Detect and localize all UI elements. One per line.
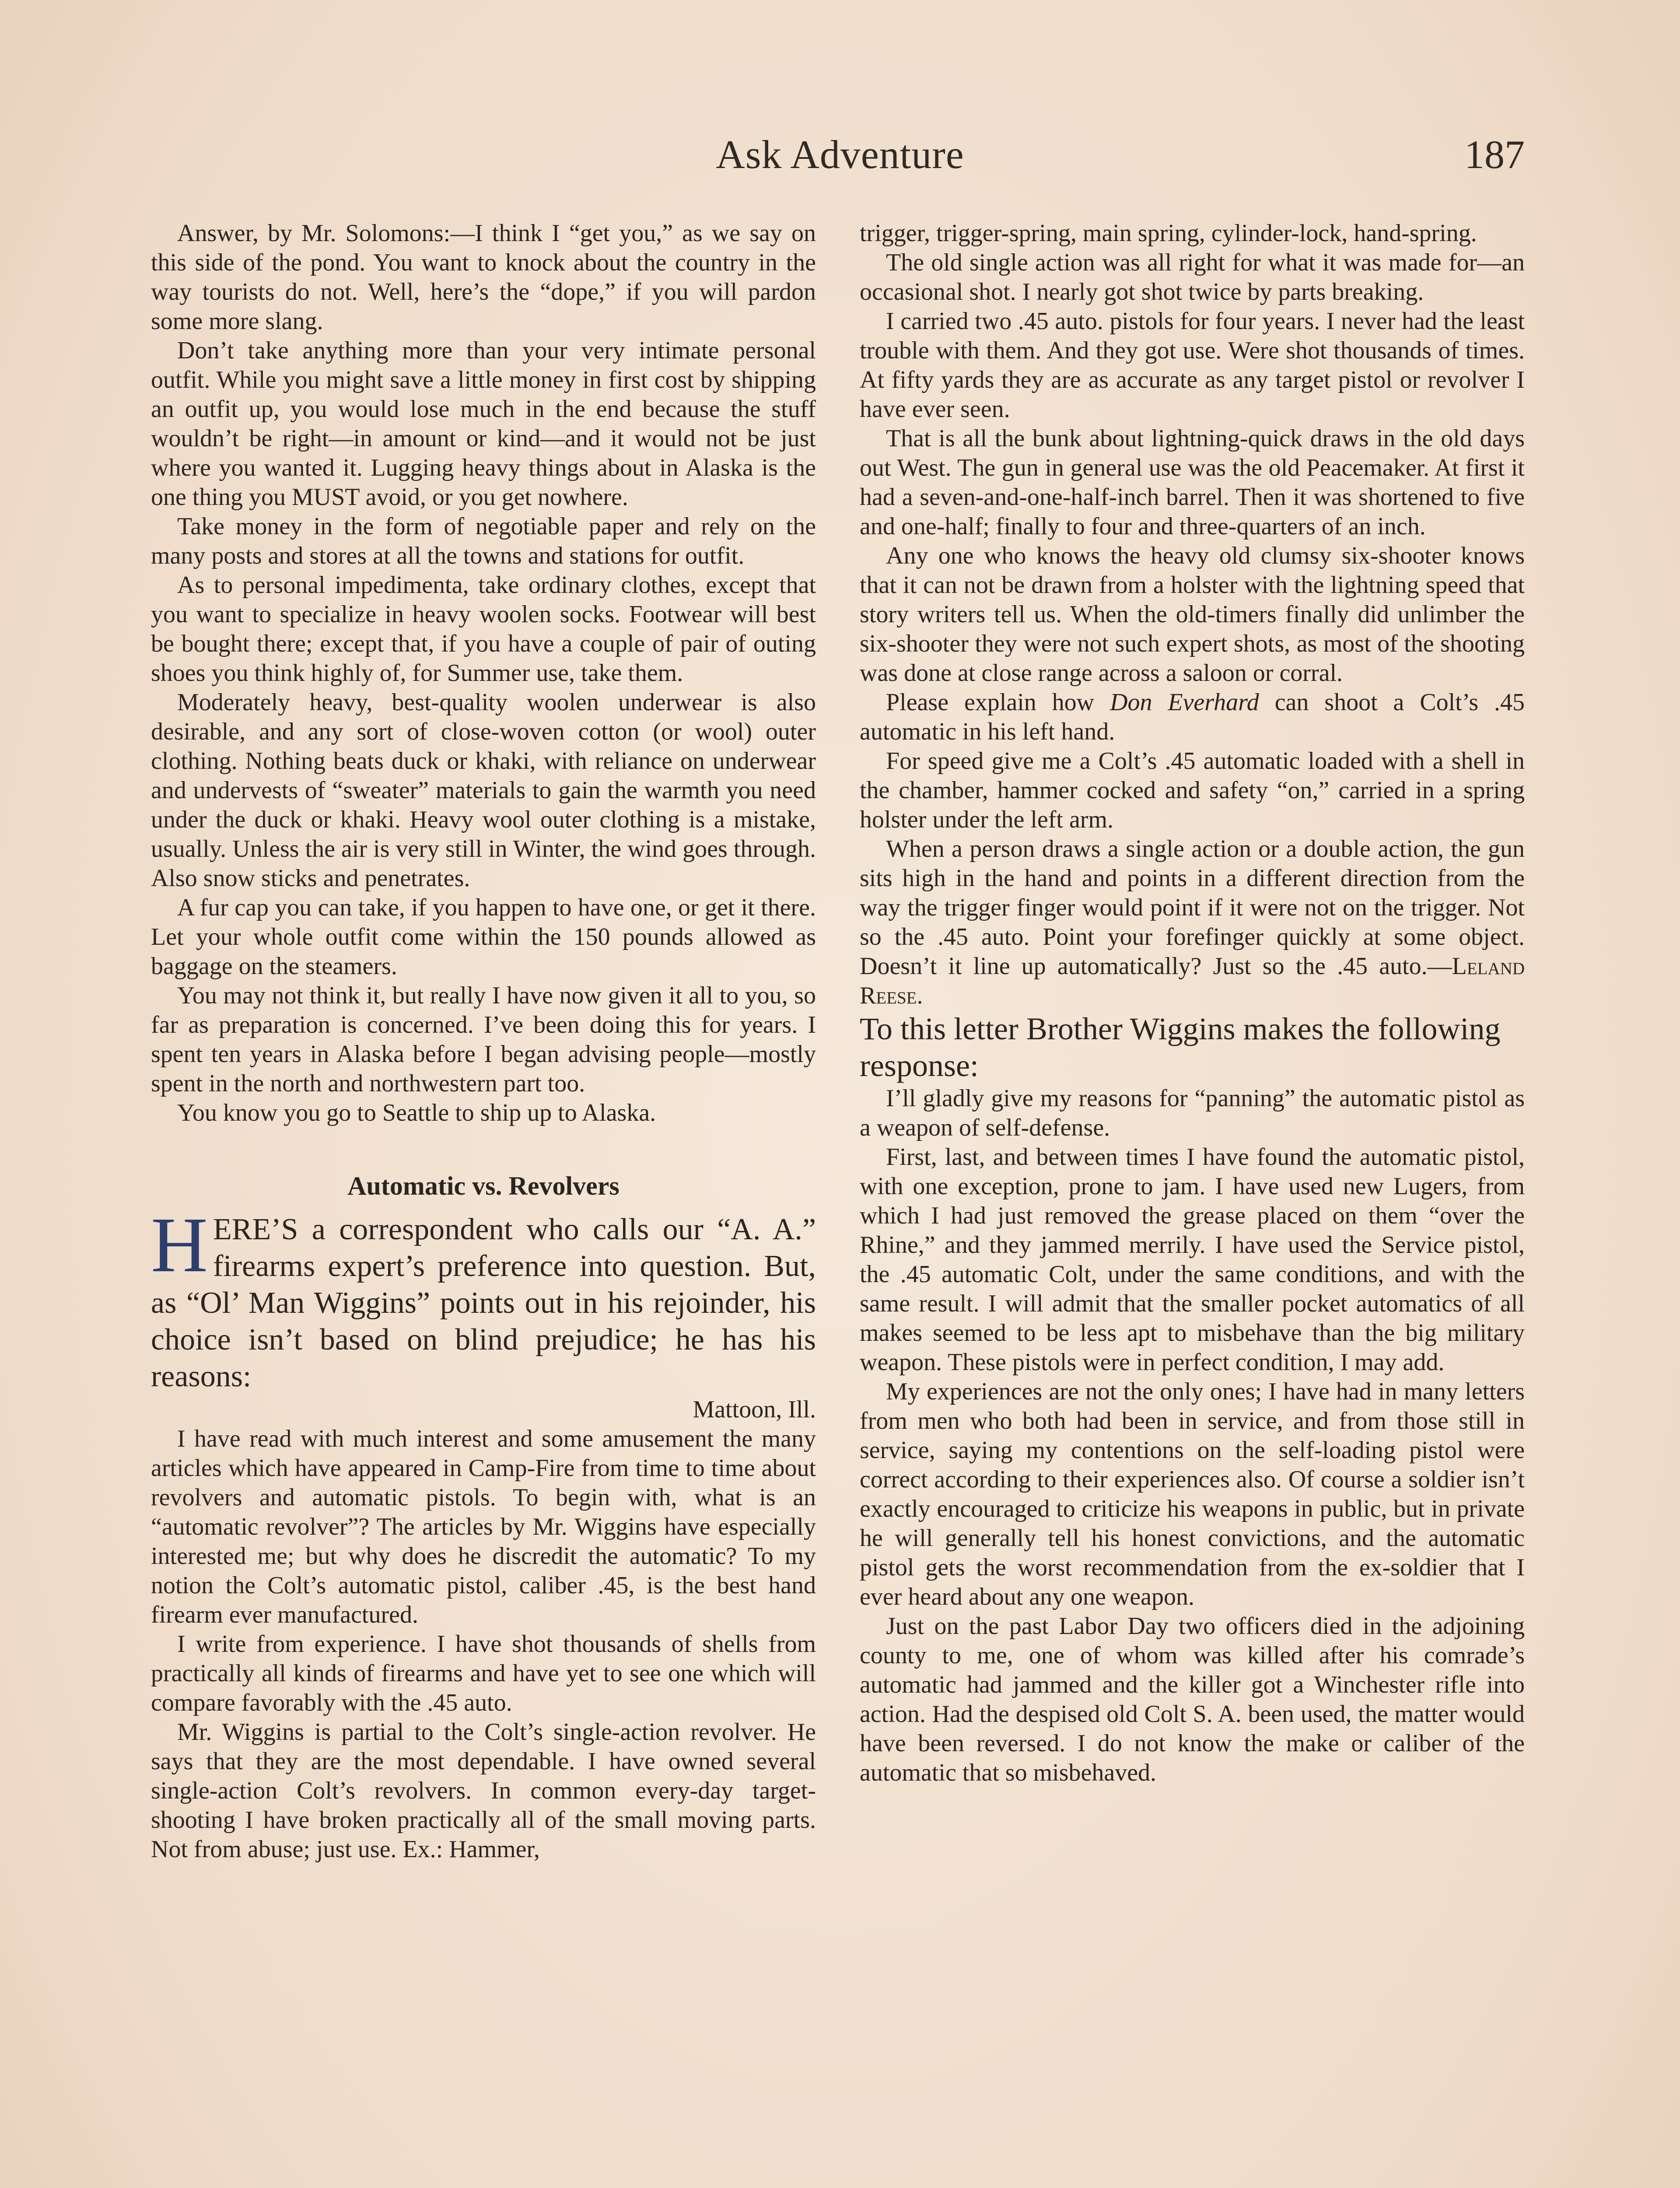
paragraph: I have read with much interest and some amusement the many articles which have appeared in Camp-Fire from time to time about revolvers and automatic pistols. To begin with, what is an “automatic revolver”? The articles by Mr. Wiggins have especially interested me; but why does he discredit the automatic? To my notion the Colt’s automatic pistol, caliber .45, is the best hand firearm ever manufactured. [151, 1425, 816, 1628]
paragraph [860, 688, 1525, 747]
left-column [151, 219, 816, 1864]
paragraph: A fur cap you can take, if you happen to have one, or get it there. Let your whole outfit come within the 150 pounds allowed as baggage on the steamers. [151, 894, 816, 980]
paragraph: You may not think it, but really I have now given it all to you, so far as preparation is concerned. I’ve been doing this for years. I spent ten years in Alaska before I began advising people—mostly spent in the north and northwestern part too. [151, 982, 816, 1097]
paragraph: For speed give me a Colt’s .45 automatic loaded with a shell in the chamber, hammer cocked and safety “on,” carried in a spring holster under the left arm. [860, 747, 1525, 833]
drop-cap: H [151, 1201, 208, 1288]
letter-signature: Leland Reese. [860, 953, 1525, 1009]
paragraph: My experiences are not the only ones; I have had in many letters from men who both had been in service, and from those still in service, saying my contentions on the self-loading pistol were correct according to their experiences also. Of course a soldier isn’t exactly encouraged to criticize his weapons in public, but in private he will generally tell his honest convictions, and the automatic pistol gets the worst recommendation from the ex-soldier that I ever heard about any one weapon. [860, 1378, 1525, 1610]
paragraph: That is all the bunk about lightning-quick draws in the old days out West. The gun in general use was the old Peacemaker. At first it had a seven-and-one-half-inch barrel. Then it was shortened to five and one-half; finally to four and three-quarters of an inch. [860, 425, 1525, 540]
paragraph: Any one who knows the heavy old clumsy six-shooter knows that it can not be drawn from a holster with the lightning speed that story writers tell us. When the old-timers finally did unlimber the six-shooter they were not such expert shots, as most of the shooting was done at close range across a saloon or corral. [860, 542, 1525, 687]
paragraph: trigger, trigger-spring, main spring, cylinder-lock, hand-spring. [860, 220, 1477, 247]
paragraph [860, 835, 1525, 1010]
paragraph: You know you go to Seattle to ship up to Alaska. [177, 1099, 656, 1126]
right-column [860, 219, 1525, 1788]
letter-dateline: Mattoon, Ill. [693, 1396, 816, 1423]
text-run: Please explain how [886, 689, 1095, 716]
paragraph: As to personal impedimenta, take ordinary clothes, except that you want to specialize in heavy woolen socks. Footwear will best be bought there; except that, if you have a couple of pair of outing shoes you think highly of, for Summer use, take them. [151, 572, 816, 687]
response-heading: To this letter Brother Wiggins makes the following response: [860, 1011, 1501, 1083]
running-title: Ask Adventure [716, 132, 964, 177]
paragraph: The old single action was all right for what it was made for—an occasional shot. I nearly got shot twice by parts breaking. [860, 249, 1525, 305]
paragraph: I carried two .45 auto. pistols for four years. I never had the least trouble with them. And they got use. Were shot thousands of times. At fifty yards they are as accurate as any target pistol or revolver I have ever seen. [860, 308, 1525, 423]
paragraph: Take money in the form of negotiable paper and rely on the many posts and stores at all the towns and stations for outfit. [151, 513, 816, 569]
paragraph: First, last, and between times I have found the automatic pistol, with one exception, prone to jam. I have used new Lugers, from which I had just removed the grease placed on them “over the Rhine,” and they jammed merrily. I have used the Service pistol, the .45 automatic Colt, under the same conditions, and with the same result. I will admit that the smaller pocket automatics of all makes seemed to be less apt to misbehave than the big military weapon. These pistols were in perfect condition, I may add. [860, 1143, 1525, 1376]
section-heading: Automatic vs. Revolvers [347, 1171, 620, 1200]
text-run: can shoot a Colt’s .45 automatic in his left hand. [860, 689, 1525, 745]
paragraph: I write from experience. I have shot thousands of shells from practically all kinds of firearms and have yet to see one which will compare favorably with the .45 auto. [151, 1630, 816, 1716]
paragraph: Don’t take anything more than your very intimate personal outfit. While you might save a little money in first cost by shipping an outfit up, you would lose much in the end because the stuff wouldn’t be right—in amount or kind—and it would not be just where you wanted it. Lugging heavy things about in Alaska is the one thing you MUST avoid, or you get nowhere. [151, 337, 816, 511]
text-run: When a person draws a single action or a double action, the gun sits high in the hand and points in a different direction from the way the trigger finger would point if it were not on the trigger. Not so the .45 auto. Point your forefinger quickly at some object. Doesn’t it line up automatically? Just so the .45 auto.— [860, 835, 1525, 980]
page-number: 187 [1464, 132, 1525, 177]
paragraph: Answer, by Mr. Solomons:—I think I “get you,” as we say on this side of the pond. You want to knock about the country in the way tourists do not. Well, here’s the “dope,” if you will pardon some more slang. [151, 220, 816, 335]
paragraph: Moderately heavy, best-quality woolen underwear is also desirable, and any sort of close-woven cotton (or wool) outer clothing. Nothing beats duck or khaki, with reliance on underwear and undervests of “sweater” materials to gain the warmth you need under the duck or khaki. Heavy wool outer clothing is a mistake, usually. Unless the air is very still in Winter, the wind goes through. Also snow sticks and penetrates. [151, 689, 816, 892]
lead-text: ERE’S a correspondent who calls our “A. A.” firearms expert’s preference into question. But, as “Ol’ Man Wiggins” points out in his rejoinder, his choice isn’t based on blind prejudice; he has his reasons: [151, 1213, 816, 1393]
lead-paragraph [151, 1201, 816, 1395]
character-name: Don Everhard [1110, 689, 1259, 716]
paragraph: Mr. Wiggins is partial to the Colt’s single-action revolver. He says that they are the most dependable. I have owned several single-action Colt’s revolvers. In common every-day target-shooting I have broken practically all of the small moving parts. Not from abuse; just use. Ex.: Hammer, [151, 1718, 816, 1863]
paragraph: I’ll gladly give my reasons for “panning” the automatic pistol as a weapon of self-defense. [860, 1085, 1525, 1141]
paragraph: Just on the past Labor Day two officers died in the adjoining county to me, one of whom was killed after his comrade’s automatic had jammed and the killer got a Winchester rifle into action. Had the despised old Colt S. A. been used, the matter would have been reversed. I do not know the make or caliber of the automatic that so misbehaved. [860, 1613, 1525, 1786]
